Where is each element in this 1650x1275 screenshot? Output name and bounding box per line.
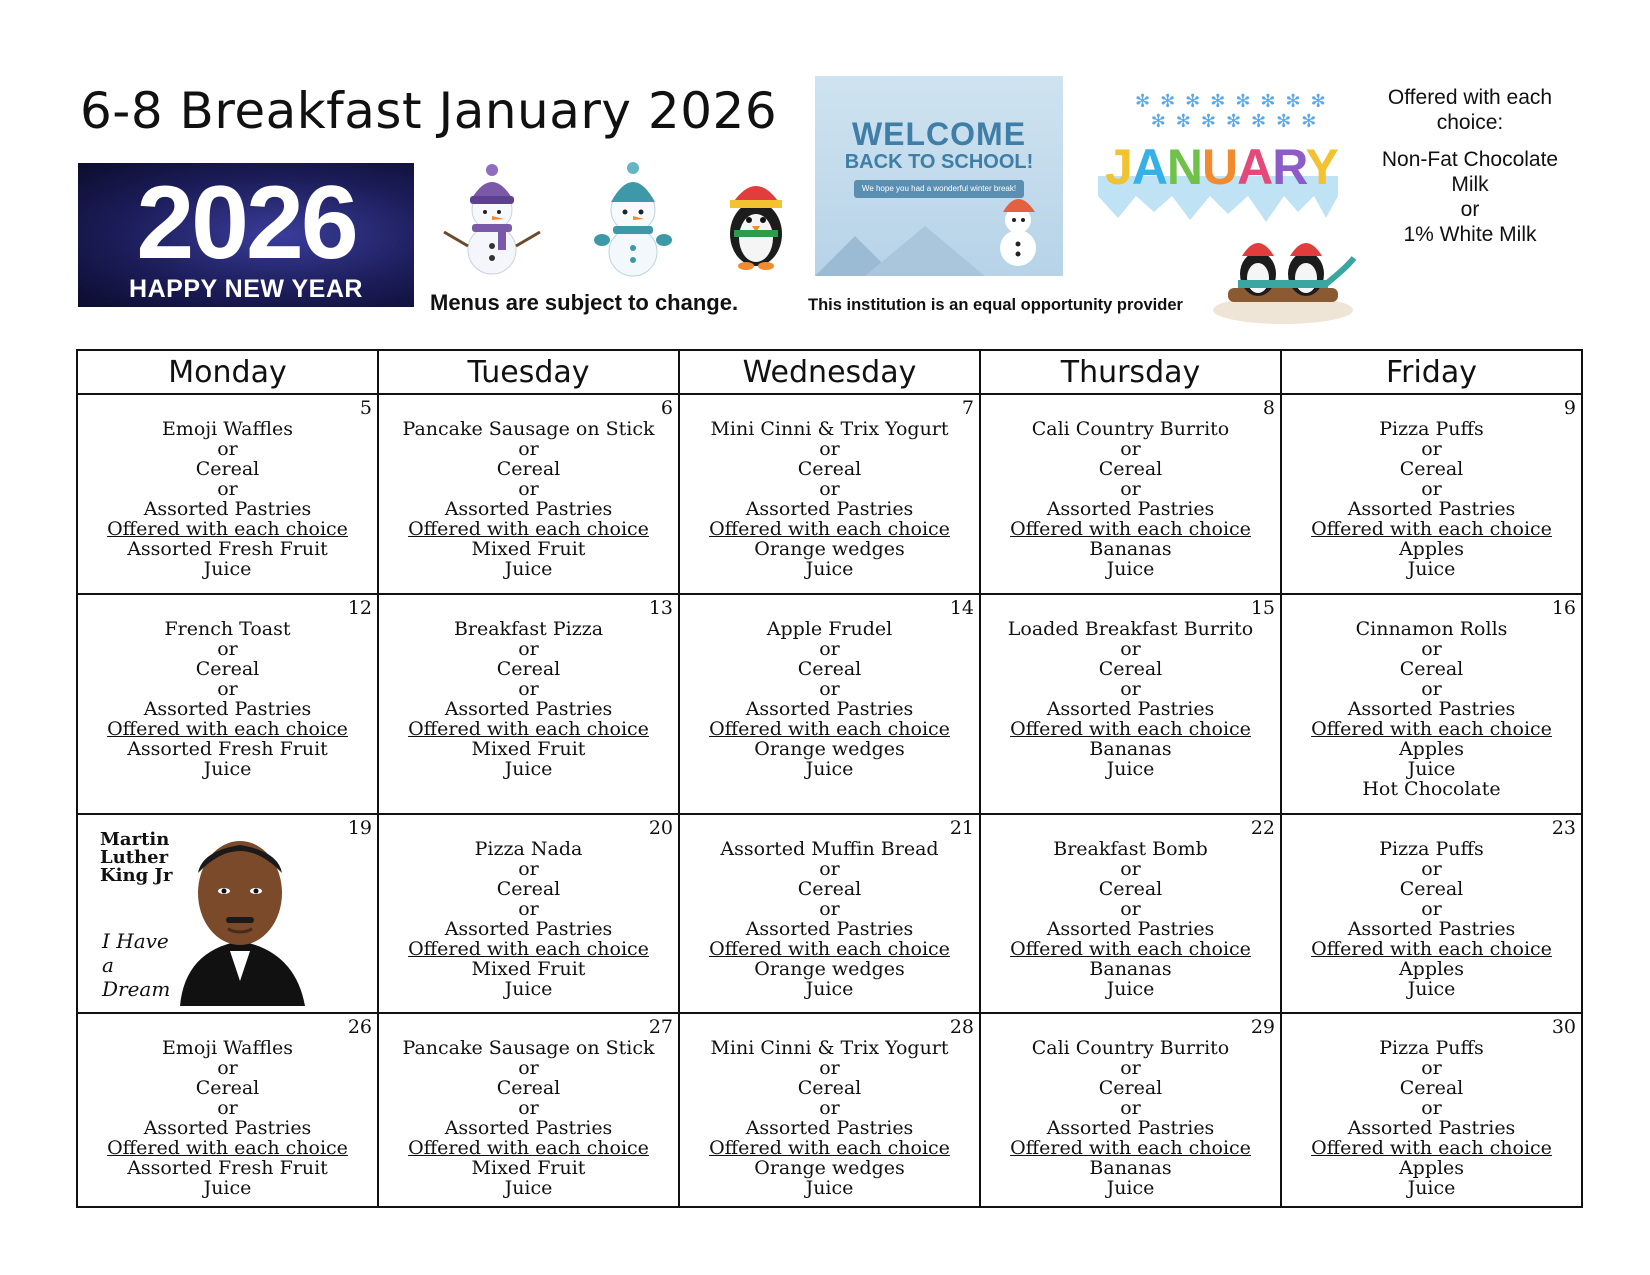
offered-with-each-choice-label: Offered with each choice	[1311, 1137, 1552, 1159]
menu-line: Juice	[805, 1177, 854, 1199]
menu-line: or	[1421, 638, 1442, 660]
menu-line: Juice	[504, 1177, 553, 1199]
menu-items	[680, 395, 979, 579]
menu-items	[981, 395, 1280, 579]
offered-with-each-choice-label: Offered with each choice	[1010, 938, 1251, 960]
menu-line: Apples	[1398, 738, 1465, 760]
day-number: 27	[648, 1016, 673, 1038]
welcome-line1: WELCOME	[851, 116, 1027, 152]
menu-line: Assorted Pastries	[143, 498, 312, 520]
menu-items	[680, 815, 979, 999]
menu-line: Cali Country Burrito	[1031, 418, 1230, 440]
menu-line: Pizza Puffs	[1379, 838, 1484, 860]
banner-year: 2026	[136, 165, 356, 281]
menu-line: or	[1421, 858, 1442, 880]
menu-line: Orange wedges	[754, 538, 905, 560]
menu-line: or	[1120, 1057, 1141, 1079]
menu-items	[981, 1014, 1280, 1198]
menu-line: Cereal	[797, 1077, 862, 1099]
menu-items	[78, 1014, 377, 1198]
menu-line: or	[217, 638, 238, 660]
offered-with-each-choice-label: Offered with each choice	[408, 938, 649, 960]
penguin-icon	[716, 172, 796, 272]
banner-text: HAPPY NEW YEAR	[129, 275, 363, 303]
menu-line: Cereal	[1399, 1077, 1464, 1099]
menu-line: Assorted Muffin Bread	[720, 838, 939, 860]
day-cell	[1281, 594, 1582, 814]
snowman-teal-icon	[578, 160, 688, 280]
menu-line: Juice	[1407, 978, 1456, 1000]
drinks-heading: Offered with each choice:	[1387, 86, 1553, 134]
menu-line: Assorted Fresh Fruit	[127, 738, 328, 760]
mlk-illustration	[90, 821, 320, 1006]
menu-items	[1282, 395, 1581, 579]
menu-line: or	[819, 678, 840, 700]
menu-line: Assorted Fresh Fruit	[127, 538, 328, 560]
day-cell	[77, 594, 378, 814]
day-cell	[980, 594, 1281, 814]
menu-line: Assorted Pastries	[143, 1117, 312, 1139]
welcome-line3: We hope you had a wonderful winter break!	[854, 180, 1024, 198]
menu-line: or	[518, 638, 539, 660]
menu-line: Mixed Fruit	[471, 738, 586, 760]
week-row	[77, 1013, 1582, 1207]
menu-line: Pizza Nada	[474, 838, 583, 860]
week-row	[77, 814, 1582, 1013]
menu-line: Juice	[203, 1177, 252, 1199]
menu-line: Juice	[1106, 1177, 1155, 1199]
menu-line: or	[518, 898, 539, 920]
menu-line: Assorted Pastries	[745, 698, 914, 720]
menu-line: or	[1421, 1057, 1442, 1079]
day-number: 28	[949, 1016, 974, 1038]
menu-line: Juice	[1407, 758, 1456, 780]
menu-line: or	[518, 438, 539, 460]
menu-line: Juice	[1407, 1177, 1456, 1199]
menu-line: Assorted Fresh Fruit	[127, 1157, 328, 1179]
menu-line: Assorted Pastries	[1046, 1117, 1215, 1139]
menu-line: Cereal	[496, 1077, 561, 1099]
menu-line: Mini Cinni & Trix Yogurt	[710, 418, 949, 440]
offered-with-each-choice-label: Offered with each choice	[1311, 718, 1552, 740]
menu-line: or	[1120, 678, 1141, 700]
day-number: 15	[1250, 597, 1275, 619]
menu-line: Cereal	[195, 458, 260, 480]
menu-items	[78, 395, 377, 579]
week-row	[77, 394, 1582, 594]
menu-line: Cereal	[1399, 878, 1464, 900]
menu-items	[1282, 815, 1581, 999]
day-number: 13	[648, 597, 673, 619]
menu-line: Cereal	[496, 658, 561, 680]
menu-line: Assorted Pastries	[1046, 918, 1215, 940]
day-number: 9	[1563, 397, 1576, 419]
menu-line: or	[1120, 1097, 1141, 1119]
menu-line: or	[518, 1057, 539, 1079]
day-number: 21	[949, 817, 974, 839]
menu-line: Bananas	[1089, 738, 1172, 760]
menu-line: Assorted Pastries	[1347, 698, 1516, 720]
menu-line: Assorted Pastries	[745, 498, 914, 520]
menu-line: Cereal	[1098, 658, 1163, 680]
menu-line: Cereal	[1399, 458, 1464, 480]
menu-items	[379, 595, 678, 779]
day-number: 23	[1551, 817, 1576, 839]
menu-line: Cereal	[496, 458, 561, 480]
menu-items	[379, 1014, 678, 1198]
menu-line: Cereal	[1098, 1077, 1163, 1099]
menu-line: Assorted Pastries	[1347, 918, 1516, 940]
menu-line: Juice	[203, 758, 252, 780]
menu-line: Assorted Pastries	[444, 498, 613, 520]
menu-line: or	[1120, 438, 1141, 460]
menu-line: or	[1421, 478, 1442, 500]
menu-line: Apples	[1398, 538, 1465, 560]
header-friday: Friday	[1281, 350, 1582, 394]
menu-line: Bananas	[1089, 958, 1172, 980]
menu-line: Mixed Fruit	[471, 1157, 586, 1179]
menu-change-notice: Menus are subject to change.	[430, 290, 739, 315]
menu-line: Juice	[1106, 758, 1155, 780]
menu-line: Juice	[504, 758, 553, 780]
equal-opportunity-statement: This institution is an equal opportunity provider	[808, 296, 1183, 314]
day-cell	[378, 1013, 679, 1207]
menu-line: Assorted Pastries	[1046, 698, 1215, 720]
snowman-purple-icon	[432, 158, 552, 278]
menu-items	[680, 595, 979, 779]
menu-line: French Toast	[164, 618, 291, 640]
menu-line: Juice	[203, 558, 252, 580]
menu-line: or	[819, 1057, 840, 1079]
menu-line: Juice	[504, 978, 553, 1000]
menu-line: Apple Frudel	[766, 618, 893, 640]
menu-items	[379, 815, 678, 999]
offered-with-each-choice-label: Offered with each choice	[1311, 938, 1552, 960]
day-cell	[378, 394, 679, 594]
menu-line: Cereal	[195, 658, 260, 680]
menu-line: or	[1421, 438, 1442, 460]
offered-with-each-choice-label: Offered with each choice	[1010, 518, 1251, 540]
menu-line: or	[819, 858, 840, 880]
new-year-banner	[78, 163, 414, 307]
day-number: 16	[1551, 597, 1576, 619]
menu-line: or	[819, 478, 840, 500]
menu-line: or	[518, 478, 539, 500]
menu-line: Mixed Fruit	[471, 538, 586, 560]
day-number: 5	[359, 397, 372, 419]
menu-line: Juice	[805, 758, 854, 780]
day-cell	[77, 814, 378, 1013]
day-cell	[1281, 814, 1582, 1013]
offered-with-each-choice-label: Offered with each choice	[107, 518, 348, 540]
menu-line: Breakfast Pizza	[453, 618, 604, 640]
day-cell	[77, 394, 378, 594]
menu-line: or	[819, 438, 840, 460]
day-number: 26	[347, 1016, 372, 1038]
day-cell	[980, 394, 1281, 594]
menu-line: Breakfast Bomb	[1053, 838, 1208, 860]
header-tuesday: Tuesday	[378, 350, 679, 394]
drinks-panel	[1365, 85, 1575, 247]
menu-line: Cali Country Burrito	[1031, 1037, 1230, 1059]
day-cell	[378, 594, 679, 814]
menu-line: or	[518, 678, 539, 700]
header-monday: Monday	[77, 350, 378, 394]
welcome-line2: BACK TO SCHOOL!	[844, 151, 1034, 173]
menu-calendar	[76, 349, 1583, 1208]
menu-line: Bananas	[1089, 1157, 1172, 1179]
penguins-sled-icon	[1208, 228, 1358, 328]
day-cell	[679, 394, 980, 594]
menu-line: Emoji Waffles	[161, 418, 294, 440]
menu-line: Cereal	[1399, 658, 1464, 680]
menu-line: Cereal	[797, 458, 862, 480]
menu-line: or	[217, 1057, 238, 1079]
offered-with-each-choice-label: Offered with each choice	[709, 1137, 950, 1159]
drink-chocolate-milk: Non-Fat Chocolate Milk	[1381, 148, 1559, 196]
day-cell	[77, 1013, 378, 1207]
menu-items	[981, 595, 1280, 779]
header-wednesday: Wednesday	[679, 350, 980, 394]
menu-line: Cereal	[797, 878, 862, 900]
day-cell	[679, 594, 980, 814]
offered-with-each-choice-label: Offered with each choice	[1010, 1137, 1251, 1159]
day-number: 8	[1262, 397, 1275, 419]
menu-line: Assorted Pastries	[1347, 498, 1516, 520]
menu-line: or	[1120, 478, 1141, 500]
offered-with-each-choice-label: Offered with each choice	[408, 1137, 649, 1159]
offered-with-each-choice-label: Offered with each choice	[709, 938, 950, 960]
menu-line: or	[217, 478, 238, 500]
snowflakes-icon: ✻✻✻✻✻✻✻✻ ✻✻✻✻✻✻✻	[1135, 91, 1336, 132]
day-number: 20	[648, 817, 673, 839]
menu-line: or	[1421, 678, 1442, 700]
menu-line: Cinnamon Rolls	[1355, 618, 1508, 640]
menu-line: Mixed Fruit	[471, 958, 586, 980]
menu-line: or	[819, 638, 840, 660]
day-cell	[378, 814, 679, 1013]
day-number: 30	[1551, 1016, 1576, 1038]
menu-line: Assorted Pastries	[1347, 1117, 1516, 1139]
menu-line: Hot Chocolate	[1362, 778, 1501, 800]
drink-white-milk: 1% White Milk	[1403, 223, 1537, 246]
menu-line: Assorted Pastries	[444, 698, 613, 720]
day-number: 6	[660, 397, 673, 419]
menu-line: Orange wedges	[754, 1157, 905, 1179]
mlk-name: Martin Luther King Jr	[100, 829, 173, 886]
menu-line: Cereal	[1098, 878, 1163, 900]
menu-line: Assorted Pastries	[745, 1117, 914, 1139]
menu-line: Juice	[1106, 978, 1155, 1000]
day-cell	[1281, 1013, 1582, 1207]
day-number: 29	[1250, 1016, 1275, 1038]
menu-line: or	[819, 1097, 840, 1119]
menu-line: or	[1120, 858, 1141, 880]
menu-line: Juice	[805, 558, 854, 580]
menu-line: or	[1120, 898, 1141, 920]
menu-line: Assorted Pastries	[745, 918, 914, 940]
menu-line: Juice	[504, 558, 553, 580]
week-row	[77, 594, 1582, 814]
menu-line: Assorted Pastries	[143, 698, 312, 720]
day-cell	[1281, 394, 1582, 594]
menu-line: Orange wedges	[754, 738, 905, 760]
day-number: 12	[347, 597, 372, 619]
menu-line: or	[518, 1097, 539, 1119]
offered-with-each-choice-label: Offered with each choice	[709, 718, 950, 740]
day-number: 22	[1250, 817, 1275, 839]
welcome-back-image	[815, 76, 1063, 276]
day-cell	[980, 1013, 1281, 1207]
menu-line: Juice	[805, 978, 854, 1000]
day-cell	[980, 814, 1281, 1013]
menu-line: Pancake Sausage on Stick	[402, 418, 655, 440]
menu-items	[1282, 1014, 1581, 1198]
menu-line: Assorted Pastries	[1046, 498, 1215, 520]
menu-line: Cereal	[496, 878, 561, 900]
menu-items	[680, 1014, 979, 1198]
menu-line: Apples	[1398, 1157, 1465, 1179]
menu-items	[78, 595, 377, 779]
header-thursday: Thursday	[980, 350, 1281, 394]
menu-line: Juice	[1407, 558, 1456, 580]
page-title: 6-8 Breakfast January 2026	[80, 82, 778, 140]
menu-line: Assorted Pastries	[444, 1117, 613, 1139]
menu-line: Apples	[1398, 958, 1465, 980]
offered-with-each-choice-label: Offered with each choice	[107, 1137, 348, 1159]
offered-with-each-choice-label: Offered with each choice	[1311, 518, 1552, 540]
menu-line: Assorted Pastries	[444, 918, 613, 940]
menu-line: Pizza Puffs	[1379, 1037, 1484, 1059]
menu-line: Cereal	[797, 658, 862, 680]
snowman-hat-icon	[983, 190, 1053, 270]
menu-line: Bananas	[1089, 538, 1172, 560]
offered-with-each-choice-label: Offered with each choice	[107, 718, 348, 740]
menu-line: Loaded Breakfast Burrito	[1007, 618, 1254, 640]
menu-line: Pizza Puffs	[1379, 418, 1484, 440]
offered-with-each-choice-label: Offered with each choice	[709, 518, 950, 540]
day-number: 19	[347, 817, 372, 839]
day-cell	[679, 814, 980, 1013]
menu-line: or	[217, 678, 238, 700]
offered-with-each-choice-label: Offered with each choice	[408, 718, 649, 740]
menu-line: Mini Cinni & Trix Yogurt	[710, 1037, 949, 1059]
menu-items	[1282, 595, 1581, 799]
menu-items	[379, 395, 678, 579]
menu-line: or	[819, 898, 840, 920]
menu-line: or	[1421, 1097, 1442, 1119]
menu-line: Orange wedges	[754, 958, 905, 980]
drink-or: or	[1460, 198, 1480, 221]
day-number: 7	[961, 397, 974, 419]
january-label: JANUARY	[1105, 139, 1338, 195]
offered-with-each-choice-label: Offered with each choice	[408, 518, 649, 540]
offered-with-each-choice-label: Offered with each choice	[1010, 718, 1251, 740]
menu-line: Cereal	[1098, 458, 1163, 480]
menu-line: or	[518, 858, 539, 880]
menu-line: or	[1120, 638, 1141, 660]
weekday-header-row	[77, 350, 1582, 394]
day-cell	[679, 1013, 980, 1207]
mlk-quote: I Have a Dream	[102, 929, 171, 1001]
menu-line: or	[217, 438, 238, 460]
menu-line: Juice	[1106, 558, 1155, 580]
day-number: 14	[949, 597, 974, 619]
menu-line: Emoji Waffles	[161, 1037, 294, 1059]
menu-line: Cereal	[195, 1077, 260, 1099]
menu-line: Pancake Sausage on Stick	[402, 1037, 655, 1059]
menu-line: or	[1421, 898, 1442, 920]
menu-items	[981, 815, 1280, 999]
menu-line: or	[217, 1097, 238, 1119]
